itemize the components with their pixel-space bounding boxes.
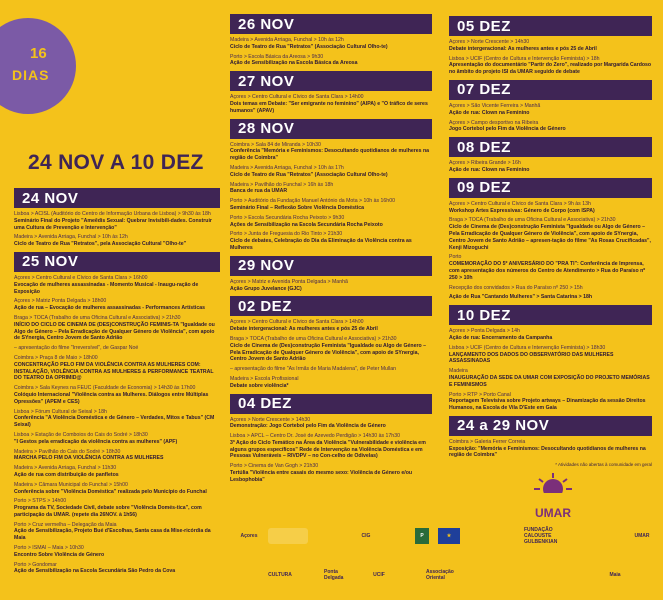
event-location: Porto > STPS > 14h00 [14, 498, 67, 505]
event-title: Reportagem Televisiva sobre Projeto artways – Dinamização da sessão Direitos Humanos, na Escola de Vila D'Este em Gaia [449, 398, 646, 412]
day-02-dez [230, 296, 432, 389]
event-title: Ação de rua: Clown na Feminino [449, 166, 530, 173]
event-item [230, 165, 432, 179]
partner-logo: Ponta Delgada [324, 569, 344, 581]
event-location: Porto > Auditório da Fundação Manuel António da Mota > 10h às 16h00 [230, 198, 395, 205]
event-item [230, 417, 432, 431]
event-item [14, 211, 220, 231]
event-item [449, 201, 652, 215]
event-location: Porto > ISMAI – Maia > 10h30 [14, 545, 84, 552]
event-location: Coimbra > Praça 8 de Maio > 18h00 [14, 354, 98, 361]
day-header: 28 NOV [230, 119, 432, 139]
partner-logo: CULTURA [268, 572, 292, 578]
event-item [14, 234, 220, 248]
event-item [14, 345, 220, 352]
day-26-nov [230, 14, 432, 67]
event-item [449, 160, 652, 174]
day-10-dez [449, 305, 652, 412]
event-item [230, 142, 432, 162]
event-location: Porto > Escola Básica da Areosa > 9h30 [230, 53, 324, 60]
event-title: "I Gestos pela erradicação da violência contra as mulheres" (APF) [14, 438, 178, 445]
event-item [230, 54, 432, 68]
partner-logo: CIG [361, 533, 371, 539]
event-location: Açores > Norte Crescente > 14h30 [230, 416, 311, 423]
event-location: Madeira > Avenida Arriaga, Funchal > 11h30 [14, 465, 117, 472]
day-header: 07 DEZ [449, 80, 652, 100]
event-item [449, 285, 652, 292]
event-title: Conferência sobre "Violência Doméstica" realizada pelo Município do Funchal [14, 488, 207, 495]
event-title: Seminário Final do Projeto "Ameêdis Sexual: Quebrar Invisibili-dades. Construir uma Cultura de Prevenção e Intervenção" [14, 217, 212, 231]
event-item [14, 482, 220, 496]
event-item [230, 336, 432, 363]
event-location: Açores > Campo desportivo na Ribeira [449, 119, 539, 126]
event-item [449, 254, 652, 281]
event-location: Açores > Matriz e Avenida Ponta Delgada > Manhã [230, 278, 348, 285]
event-item [230, 279, 432, 293]
event-item [449, 392, 652, 412]
day-25-nov [14, 252, 220, 575]
event-title: INÍCIO DO CICLO DE CINEMA DE (DES)CONSTRUÇÃO FEMINIS-TA "Igualdade ou Algo de Género – Pela Erradicação de Qualquer Género de Violência", com apoio de SYnergia, Centro Jovem de Santo Adrião [14, 321, 215, 342]
event-location: Madeira > Pavilhão do Funchal > 16h às 18h [230, 181, 334, 188]
umar-logo-text: UMAR [535, 506, 571, 521]
event-title: LANÇAMENTO DOS DADOS DO OBSERVATÓRIO DAS MULHERES ASSASSINADAS [449, 351, 614, 365]
event-item [449, 120, 652, 134]
day-header: 08 DEZ [449, 137, 652, 157]
event-item [449, 217, 652, 251]
partner-logo: Associação Oriental [426, 569, 454, 581]
day-header: 02 DEZ [230, 296, 432, 316]
event-location: Braga > TOCA (Trabalho de uma Oficina Cultural e Associativa) > 21h30 [230, 335, 397, 342]
day-24-a-29-nov [449, 416, 652, 459]
event-location: Lisboa > APCL – Centro Dr. José de Azevedo Perdigão > 14h30 às 17h30 [230, 433, 400, 440]
event-location: Lisboa > UCIF (Centro de Cultura e Intervenção Feminista) > 18h30 [449, 344, 606, 351]
event-item [14, 465, 220, 479]
event-item [230, 463, 432, 483]
event-title: Ciclo de Teatro de Rua "Retratos", pela Associação Cultural "Olho-te" [14, 241, 187, 248]
days-badge [0, 16, 76, 116]
event-location: Açores > Ribeira Grande > 16h [449, 160, 521, 167]
day-07-dez [449, 80, 652, 133]
event-title: Debate sobre violência* [230, 382, 289, 389]
event-item [230, 215, 432, 229]
event-item [230, 366, 432, 373]
column-2 [230, 10, 432, 487]
event-title: Evocação de mulheres assassinadas - Momento Musical - Inaugu-ração de Exposição [14, 281, 199, 295]
event-item [230, 94, 432, 114]
event-title: Encontro Sobre Violência de Género [14, 551, 105, 558]
event-location: Lisboa > ACISL (Auditório do Centro de Informação Urbana de Lisboa) > 9h30 às 18h [14, 211, 211, 217]
event-title: Colóquio Internacional "Violência contra as Mulheres. Diálogos entre Múltiplas Opressões" (APEM e CES) [14, 391, 209, 405]
day-24-nov [14, 188, 220, 248]
event-title: COMEMORAÇÃO DO 5º ANIVERSÁRIO DO "PRA TI": Conferência de Imprensa, com apresentação dos números do Centro de Atendimento > Rua do Paraíso nº 250 > 10h [449, 261, 646, 281]
event-item [449, 56, 652, 76]
event-item [14, 522, 220, 542]
event-item [449, 103, 652, 117]
event-location: Porto [449, 254, 462, 261]
umar-sun-icon [529, 471, 577, 501]
event-location: Lisboa > Fórum Cultural de Seixal > 18h [14, 408, 107, 415]
event-location: Açores > Centro Cultural e Cívico de Santa Clara > 16h00 [14, 274, 148, 281]
event-title: Programa da TV, Sociedade Civil, debate sobre "Violência Domés-tica", com participação da UMAR. (repete dia 26NOV. à 1h56) [14, 505, 202, 518]
event-title: Ciclo de Cinema de (Des)construção Feminista "Igualdade ou Algo de Género – Pela Erradicação de Qualquer Género de Violência", com apoio de SYnergia, Centro Jovem de Santo Adrião – apresen-tação do filme "As Rosas Crucificadas", Kenji Mizoguchi [449, 224, 651, 251]
event-location: Coimbra > Sala 84 de Miranda > 10h30 [230, 141, 321, 148]
day-header: 27 NOV [230, 71, 432, 91]
event-title: Banca de rua da UMAR [230, 188, 288, 195]
event-title: Debate intergeracional: As mulheres antes e pós 25 de Abril [230, 326, 378, 333]
event-location: Açores > Centro Cultural e Cívico de Santa Clara > 9h às 13h [449, 200, 591, 207]
event-location: Açores > Centro Cultural e Cívico de Santa Clara > 14h00 [230, 94, 364, 101]
event-location: Madeira > Avenida Arriaga, Funchal > 10h às 12h [14, 234, 128, 241]
event-location: Lisboa > Estação de Comboios do Cais do Sodré > 18h30 [14, 431, 148, 438]
day-09-dez [449, 178, 652, 301]
day-header: 26 NOV [230, 14, 432, 34]
day-header: 24 a 29 NOV [449, 416, 652, 436]
event-item [230, 182, 432, 196]
day-header: 04 DEZ [230, 394, 432, 414]
event-item [230, 231, 432, 251]
event-location: Madeira > Escola Profissional [230, 375, 299, 382]
day-header: 29 NOV [230, 256, 432, 276]
date-range-title: 24 NOV A 10 DEZ [28, 151, 204, 174]
event-title: MARCHA PELO FIM DA VIOLÊNCIA CONTRA AS MULHERES [14, 455, 164, 462]
event-location: Açores > São Vicente Ferreira > Manhã [449, 102, 541, 109]
event-title: Ação Grupo Juvelance (GJC) [230, 285, 302, 292]
day-04-dez [230, 394, 432, 484]
footnote: * Atividades não abertas à comunidade em geral [555, 462, 652, 468]
event-item [14, 298, 220, 312]
event-title: Apresentação do documentário "Partir do Zero", realizado por Margarida Cardoso no âmbito do projeto ISI da UMAR seguido de debate [449, 62, 652, 76]
event-item [449, 39, 652, 53]
day-08-dez [449, 137, 652, 174]
event-title: Conferência "A Violência Doméstica e de Género – Verdades, Mitos e Tabus" (CM Seixal) [14, 415, 215, 429]
event-location: Açores > Centro Cultural e Cívico de Santa Clara > 14h00 [230, 319, 364, 326]
event-location: – apresentação do filme "As Irmãs de Maria Madalena", de Peter Mullan [230, 366, 397, 373]
partner-logo: UMAR [634, 533, 650, 539]
event-item [14, 315, 220, 342]
event-item [14, 355, 220, 382]
day-header: 09 DEZ [449, 178, 652, 198]
event-location: Porto > RTP > Porto Canal [449, 391, 511, 398]
event-title: Ação de rua: Clown na Feminino [449, 109, 530, 116]
event-location: Porto > Gondomar [14, 561, 57, 568]
day-header: 10 DEZ [449, 305, 652, 325]
event-item [449, 439, 652, 459]
event-location: Madeira [449, 368, 468, 375]
event-title: Ciclo de debates, Celebração do Dia da Eliminação da Violência contra as Mulheres [230, 238, 412, 251]
event-item [230, 37, 432, 51]
day-header: 05 DEZ [449, 16, 652, 36]
event-location: Madeira > Avenida Arriaga, Funchal > 10h às 17h [230, 164, 344, 171]
event-location: Madeira > Pavilhão do Cais do Sodré > 18h30 [14, 448, 121, 455]
day-29-nov [230, 256, 432, 293]
event-title: Jogo Cortebol pelo Fim da Violência de Género [449, 126, 566, 133]
event-location: Açores > Ponta Delgada > 14h [449, 328, 520, 335]
event-item [14, 498, 220, 518]
umar-logo [529, 471, 577, 521]
event-item [14, 545, 220, 559]
event-location: Porto > Cinema de Van Gogh > 21h30 [230, 463, 319, 470]
event-title: Ação de Rua "Cantando Mulheres" > Santa Catarina > 18h [449, 294, 593, 301]
event-title: Debate intergeracional: As mulheres antes e pós 25 de Abril [449, 45, 597, 52]
partner-logo [268, 528, 308, 544]
column-3 [449, 12, 652, 521]
event-location: Porto > Cruz vermelha – Delegação da Maia [14, 521, 117, 528]
event-item [14, 409, 220, 429]
day-05-dez [449, 16, 652, 76]
event-title: Exposição: "Memória e Feminismos: Desocultando quotidianos de mulheres na região de Coimbra" [449, 445, 646, 459]
event-title: Dois temas em Debate: "Ser emigrante no feminino" (AIPA) e "O tráfico de seres humanos" (APAV) [230, 100, 428, 114]
event-title: Ação de rua: Encerramento da Campanha [449, 334, 553, 341]
event-location: Lisboa > UCIF (Centro de Cultura e Intervenção Feminista) > 18h [449, 55, 600, 62]
event-title: Seminário Final – Reflexão Sobre Violência Doméstica [230, 204, 364, 211]
event-title: Ação de Sensibilização na Escola Secundária São Pedro da Cova [14, 568, 176, 575]
event-title: Ação de rua – Evocação de mulheres assassinadas - Performances Artísticas [14, 305, 205, 312]
event-location: Braga > TOCA (Trabalho de uma Oficina Cultural e Associativa) > 21h30 [14, 314, 181, 321]
event-title: Conferência "Memória e Feminismos: Desocultando quotidianos de mulheres na região de Coimbra" [230, 148, 430, 162]
event-title: Workshop Artes Expressivas: Género de Corpo (com ISPA) [449, 207, 595, 214]
event-item [449, 368, 652, 388]
event-title: Demonstração: Jogo Cortebol pelo Fim da Violência de Género [230, 423, 386, 430]
event-title: CONCENTRAÇÃO PELO FIM DA VIOLÊNCIA CONTRA AS MULHERES COM: INSTALAÇÃO, VIOLÊNCIA CONTRA AS MULHERES & PERFORMANCE TEATRAL DO TEATRO DA OPRIMID@ [14, 361, 214, 382]
event-location: Açores > Matriz Ponta Delgada > 18h00 [14, 298, 107, 305]
event-location: Braga > TOCA (Trabalho de uma Oficina Cultural e Associativa) > 21h30 [449, 217, 616, 224]
event-location: Porto > Junta de Freguesia do Rio Tinto > 21h30 [230, 231, 343, 238]
event-item [230, 433, 432, 460]
badge-label: DIAS [12, 67, 50, 83]
column-1 [14, 184, 220, 578]
event-item [14, 275, 220, 295]
event-item [449, 345, 652, 365]
day-27-nov [230, 71, 432, 114]
event-title: INAUGURAÇÃO DA SEDE DA UMAR COM EXPOSIÇÃO DO PROJETO MEMÓRIAS E FEMINISMOS [449, 374, 650, 388]
event-item [449, 294, 652, 301]
event-title: Ação de Sensibilização na Escola Básica da Areosa [230, 60, 358, 67]
day-header: 24 NOV [14, 188, 220, 208]
event-item [14, 432, 220, 446]
badge-shape [0, 16, 76, 116]
event-location: Açores > Norte Crescente > 14h30 [449, 39, 530, 45]
event-title: Ciclo de Cinema de (Des)construção Feminista "Igualdade ou Algo de Género – Pela Erradicação de Qualquer Género de Violência", com apoio de SYnergia, Centro Jovem de Santo Adrião [230, 342, 426, 363]
partner-logo: Açores [240, 533, 258, 539]
event-item [14, 449, 220, 463]
event-location: Coimbra > Galeria Ferrer Correia [449, 438, 526, 445]
eu-flag-icon: ★ [438, 528, 460, 544]
event-location: Recepção dos convidados > Rua do Paraíso nº 250 > 15h [449, 284, 583, 291]
day-28-nov [230, 119, 432, 252]
event-title: Ciclo de Teatro de Rua "Retratos" (Associação Cultural Olho-te) [230, 43, 388, 50]
partner-logo: FUNDAÇÃO CALOUSTE GULBENKIAN [524, 527, 558, 545]
event-location: Porto > Escola Secundária Rocha Peixoto > 9h30 [230, 214, 345, 221]
badge-number: 16 [30, 45, 47, 62]
event-item [230, 376, 432, 390]
event-title: Ação de Sensibilização, Projeto Bué d'Escolhas, Santa casa da Mise-ricórdia da Maia [14, 528, 211, 542]
partner-logo: P [415, 528, 429, 544]
partner-logo: UCIF [373, 572, 385, 578]
event-title: Ações de Sensibilização na Escola Secundária Rocha Peixoto [230, 221, 383, 228]
event-location: Madeira > Câmara Municipal do Funchal > 15h00 [14, 481, 128, 488]
event-title: 3ª Ação do Ciclo Temático na Área da Violência "Vulnerabilidade e violência em alguns grupos específicos" Rede de Intervenção na Violência Doméstica e em Pessoas Vulneráveis – RIVDPV – no Con-celho de Odivelas) [230, 439, 426, 460]
event-title: Ação de rua com distribuição de panfletos [14, 471, 119, 478]
event-location: – apresentação do filme "Irreversível", de Gaspar Noé [14, 345, 139, 352]
event-title: Tertúlia "Violência entre casais do mesmo sexo: Violência de Género e/ou Lesbophobia" [230, 470, 413, 483]
event-location: Coimbra > Sala Keynes na FEUC (Faculdade de Economia) > 14h30 às 17h00 [14, 385, 196, 392]
partner-logo [236, 567, 266, 583]
event-title: Ciclo de Teatro de Rua "Retratos" (Associação Cultural Olho-te) [230, 171, 388, 178]
event-item [14, 562, 220, 576]
event-item [14, 385, 220, 405]
event-item [230, 319, 432, 333]
event-location: Madeira > Avenida Arriaga, Funchal > 10h às 12h [230, 37, 344, 43]
event-item [230, 198, 432, 212]
event-item [449, 328, 652, 342]
day-header: 25 NOV [14, 252, 220, 272]
partner-logos [228, 525, 663, 600]
partner-logo: Maia [609, 572, 621, 578]
